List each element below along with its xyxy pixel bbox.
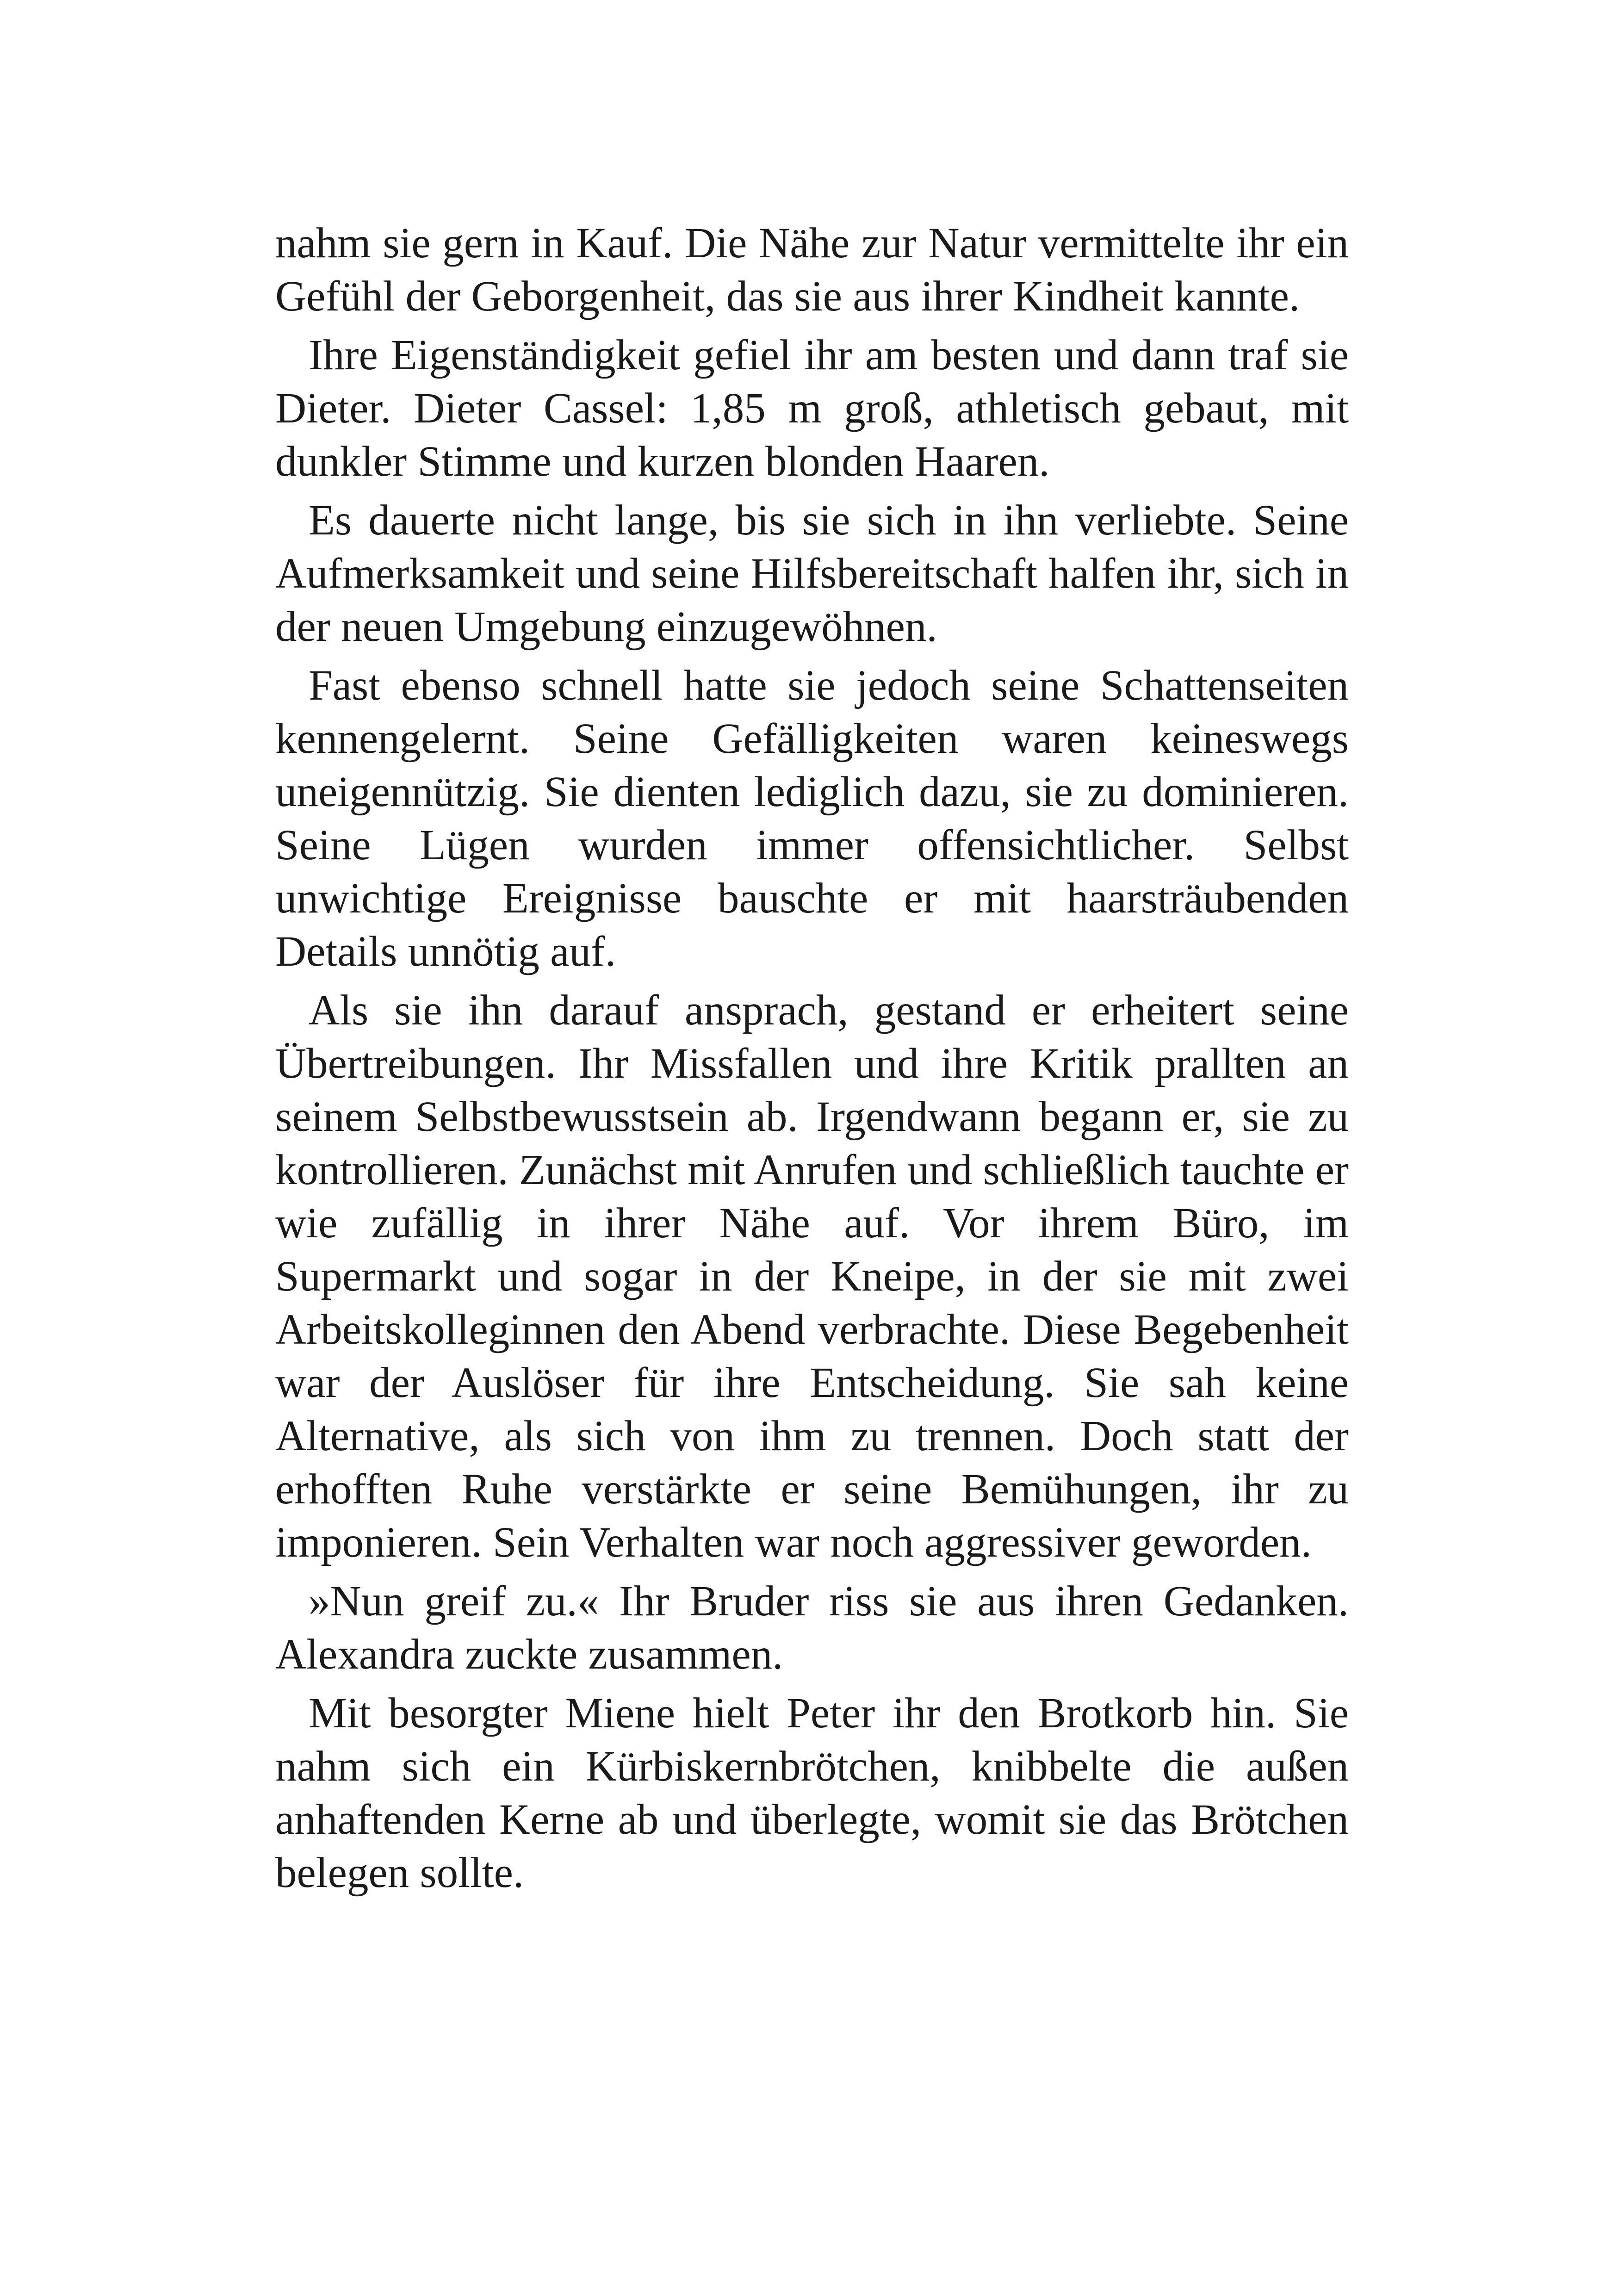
paragraph-3: Es dauerte nicht lange, bis sie sich in ihn verliebte. Seine Aufmerksamkeit und seine Hilfsbereitschaft halfen ihr, sich in der neuen Umgebung einzugewöhnen. bbox=[275, 496, 1349, 651]
paragraph-7: Mit besorgter Miene hielt Peter ihr den Brotkorb hin. Sie nahm sich ein Kürbiskernbrötchen, knibbelte die außen anhaftenden Kerne ab und überlegte, womit sie das Brötchen belegen sollte. bbox=[275, 1689, 1349, 1897]
paragraph-5: Als sie ihn darauf ansprach, gestand er erheitert seine Übertreibungen. Ihr Missfallen und ihre Kritik prallten an seinem Selbstbewusstsein ab. Irgendwann begann er, sie zu kontrollieren. Zunächst mit Anrufen und schließlich tauchte er wie zufällig in ihrer Nähe auf. Vor ihrem Büro, im Supermarkt und sogar in der Kneipe, in der sie mit zwei Arbeitskolleginnen den Abend verbrachte. Diese Begebenheit war der Auslöser für ihre Entscheidung. Sie sah keine Alternative, als sich von ihm zu trennen. Doch statt der erhofften Ruhe verstärkte er seine Bemühungen, ihr zu imponieren. Sein Verhalten war noch aggressiver geworden. bbox=[275, 987, 1349, 1566]
paragraph-2: Ihre Eigenständigkeit gefiel ihr am besten und dann traf sie Dieter. Dieter Cassel: 1,85 m groß, athletisch gebaut, mit dunkler Stimme und kurzen blonden Haaren. bbox=[275, 331, 1349, 485]
paragraph-4: Fast ebenso schnell hatte sie jedoch seine Schattenseiten kennengelernt. Seine Gefälligkeiten waren keineswegs uneigennützig. Sie dienten lediglich dazu, sie zu dominieren. Seine Lügen wurden immer offensichtlicher. Selbst unwichtige Ereignisse bauschte er mit haarsträubenden Details unnötig auf. bbox=[275, 662, 1349, 975]
body-text bbox=[275, 217, 1349, 1899]
paragraph-1: nahm sie gern in Kauf. Die Nähe zur Natur vermittelte ihr ein Gefühl der Geborgenheit, das sie aus ihrer Kindheit kannte. bbox=[275, 219, 1349, 320]
paragraph-6: »Nun greif zu.« Ihr Bruder riss sie aus ihren Gedanken. Alexandra zuckte zusammen. bbox=[275, 1577, 1349, 1678]
